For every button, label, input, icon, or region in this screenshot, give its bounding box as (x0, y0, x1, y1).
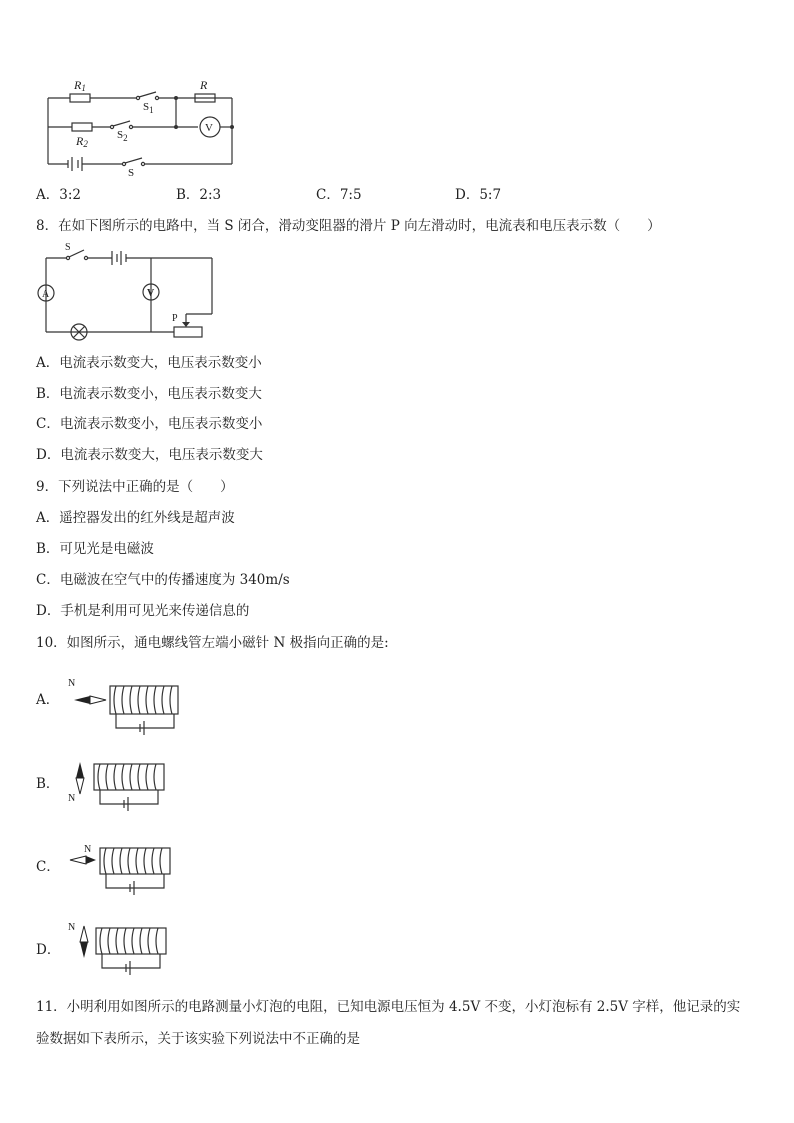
q8-circuit-diagram (36, 240, 226, 345)
q8-option-b: B．电流表示数变小，电压表示数变大 (36, 386, 262, 402)
q10-option-c-label: C． (36, 859, 60, 875)
q9-option-a: A．遥控器发出的红外线是超声波 (36, 510, 235, 526)
q11-stem-line1: 11．小明利用如图所示的电路测量小灯泡的电阻，已知电源电压恒为 4.5V 不变，小灯泡标有 2.5V 字样，他记录的实 (36, 999, 741, 1015)
q10-option-d-diagram (66, 920, 196, 980)
q8-option-d: D．电流表示数变大，电压表示数变大 (36, 447, 263, 463)
label-s2: $S_2$ (117, 129, 128, 143)
resistor-r2 (72, 123, 92, 131)
compass-needle (70, 856, 96, 864)
q9-stem: 9．下列说法中正确的是（ ） (36, 479, 234, 495)
resistor-r1 (70, 94, 90, 102)
q7-option-a: A．3:2 (36, 187, 81, 203)
label-r1: R1 (74, 78, 86, 93)
label-r2: R2 (76, 134, 88, 149)
solenoid (100, 848, 170, 874)
q9-option-c: C．电磁波在空气中的传播速度为 340m/s (36, 572, 290, 588)
solenoid (96, 928, 166, 954)
q7-circuit-diagram (40, 70, 250, 180)
q10-option-b-label: B． (36, 776, 60, 792)
q10-option-d-label: D． (36, 942, 61, 958)
label-p: P (172, 313, 178, 324)
label-s: S (128, 167, 135, 179)
battery (112, 251, 126, 265)
q11-stem-line2: 验数据如下表所示，关于该实验下列说法中不正确的是 (36, 1031, 360, 1047)
solenoid (110, 686, 178, 714)
q7-option-b: B．2:3 (176, 187, 222, 203)
q10-option-b-diagram (66, 758, 196, 818)
label-r: R (200, 78, 208, 92)
q8-stem: 8．在如下图所示的电路中，当 S 闭合，滑动变阻器的滑片 P 向左滑动时，电流表和电压表示数（ ） (36, 218, 661, 234)
slider-arrow (182, 322, 190, 327)
q7-option-c: C．7:5 (316, 187, 362, 203)
q10-option-a-diagram (66, 676, 196, 736)
q8-option-c: C．电流表示数变小，电压表示数变小 (36, 416, 263, 432)
q10-option-a-label: A． (36, 692, 60, 708)
needle-n-label: N (68, 678, 76, 689)
ammeter-symbol: A (42, 289, 50, 300)
voltmeter-symbol: V (205, 122, 213, 134)
compass-needle (74, 696, 106, 704)
label-s1: $S_1$ (143, 101, 154, 115)
voltmeter-symbol: V (147, 288, 155, 299)
label-s: S (65, 242, 71, 253)
needle-n-label: N (68, 793, 76, 804)
q8-option-a: A．电流表示数变大，电压表示数变小 (36, 355, 262, 371)
battery (68, 157, 82, 171)
rheostat (174, 327, 202, 337)
compass-needle (80, 926, 88, 958)
q10-option-c-diagram (66, 842, 196, 902)
needle-n-label: N (68, 922, 76, 933)
q9-option-b: B．可见光是电磁波 (36, 541, 154, 557)
needle-n-label: N (84, 844, 92, 855)
compass-needle (76, 762, 84, 794)
q7-option-d: D．5:7 (455, 187, 502, 203)
q9-option-d: D．手机是利用可见光来传递信息的 (36, 603, 250, 619)
q10-stem: 10．如图所示，通电螺线管左端小磁针 N 极指向正确的是: (36, 635, 389, 651)
solenoid (94, 764, 164, 790)
